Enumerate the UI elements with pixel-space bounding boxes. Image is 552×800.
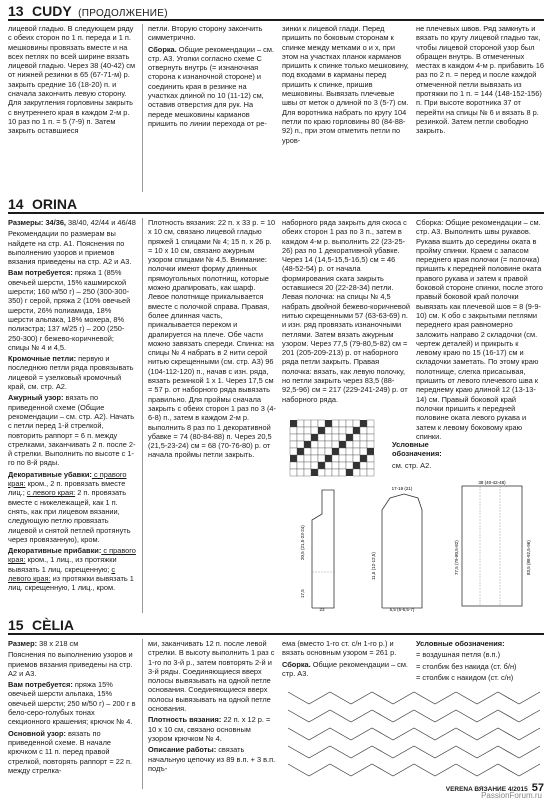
section-number: 14 [8, 196, 24, 212]
lace-chart-cell [339, 434, 346, 441]
s15-column-3 [282, 639, 410, 679]
sizes-label: Размеры: 34/36, [8, 218, 66, 227]
lace-chart-cell [353, 427, 360, 434]
assembly-label: Сборка. [282, 659, 311, 669]
lace-chart-cell [360, 420, 367, 427]
lace-chart-cell [325, 420, 332, 427]
lace-chart-cell [311, 427, 318, 434]
s15-column-1 [8, 639, 136, 789]
pattern-diagram [282, 480, 544, 612]
lace-chart-cell [360, 448, 367, 455]
lace-chart-cell [290, 448, 297, 455]
lace-chart-cell [311, 455, 318, 462]
lace-chart-cell [304, 441, 311, 448]
lace-chart-cell [353, 462, 360, 469]
column-divider [142, 639, 143, 789]
inc-left-text: из протяжки вывязать 1 лиц. скрещенную, 1 лиц., кром. [8, 573, 134, 593]
legend-title: Условные обозначения: [416, 639, 505, 648]
lace-chart-cell [332, 420, 339, 427]
lace-chart-cell [353, 441, 360, 448]
lace-chart-cell [339, 427, 346, 434]
lace-chart-cell [297, 434, 304, 441]
s13-column-2 [148, 24, 276, 192]
lace-chart-cell [353, 448, 360, 455]
section-15-header [8, 617, 544, 635]
lace-chart-cell [290, 462, 297, 469]
lace-chart-cell [290, 441, 297, 448]
materials-text: пряжа 1 (85% овечьей шерсти, 15% кашмирской шерсти; 160 м/50 г) – 250 (300-300-350) г серой, пряжа 2 (10% овечьей шерсти, 26% полиамида, 18% шерсти альпака, 18% мохера, 8% полиэстра; 137 м/25 г) – 200 (250-250-300) г бежево-коричневой; спицы № 4 и 4,5. [8, 268, 131, 352]
sleeve-outline [382, 494, 422, 608]
main-pattern-label: Основной узор: [8, 728, 66, 738]
lace-chart-cell [304, 420, 311, 427]
s13-assembly-label: Сборка. [148, 44, 177, 54]
lace-chart-cell [290, 455, 297, 462]
legend-item: = воздушная петля (в.п.) [416, 650, 501, 660]
s13-text-2b: Общие рекомендации – см. стр. A3. Уголки согласно схеме C отвернуть внутрь (= изнаночная сторона к изнаночной стороне) и соединить края в резинке на участках длиной по 10 (11-12) см, оставив отверстия для рук. На переде мешковины карманов пришить по линии перехода от ре- [148, 44, 274, 128]
lace-chart-cell [367, 441, 374, 448]
edge-label: Кромочные петли: [8, 354, 77, 364]
lace-chart-cell [318, 427, 325, 434]
section-title: CUDY [32, 3, 72, 19]
s15-text-3a: ема (вместо 1-го ст. с/н 1-го р.) и вязать основным узором = 261 р. [282, 639, 397, 658]
lace-chart-cell [325, 455, 332, 462]
s15-text-2a: ми, заканчивать 12 п. после левой стрелки. В высоту выполнить 1 раз с 1-го по 3-й р., затем повторять 2-й и 3-й ряды. Соединяющиеся вверх полосы вывязывать на одной петле основания. Соединяющиеся вверх полосы вывязывать на одной петле основания. [148, 639, 275, 714]
lace-chart-cell [318, 434, 325, 441]
dec-left-text: 2 п. провязать вместе с нижележащей, как 1 п. снять, как при лицевом вязании, следующую петлю провязать лицевой и снятой петлей протянуть через провязанную), кром. [8, 488, 131, 544]
section-14-header [8, 196, 544, 214]
density-text: 22 п. х 12 р. = 10 х 10 см, связано основным узором крючком № 4. [148, 715, 271, 743]
lace-chart-cell [325, 441, 332, 448]
lace-chart-cell [325, 469, 332, 476]
lace-chart-cell [297, 448, 304, 455]
s14-column-3 [282, 218, 410, 408]
materials-text: пряжа 15% овечьей шерсти альпака, 15% овечьей шерсти; 250 м/50 г) – 200 г в бело-серо-голубых тонах секционного крашения; крючок № 4. [8, 680, 136, 727]
s13-text-1: лицевой гладью. В следующем ряду с обеих сторон по 1 п. переда и 1 п. мешковины провязать вместе и на всех петлях по всей ширине вязать лицевой гладью. Через 38 (40-42) см от нижней резинки в 65 (67-71-м) р. закрыть средние 16 (18-20) п. и сначала закончить левую сторону. Для закругления горловины закрыть с внутреннего края в каждом 2-м р. 10 раз по 1 п. = 5 (7-9) п. Затем закрыть оставшиеся [8, 24, 136, 136]
lace-chart-cell [318, 420, 325, 427]
lace-chart-cell [311, 462, 318, 469]
intro-text: Пояснения по выполнению узоров и приемов вязания приведены на стр. A2 и A3. [8, 650, 133, 678]
lace-chart-cell [367, 469, 374, 476]
materials-label: Вам потребуется: [8, 268, 73, 278]
lace-chart-cell [297, 420, 304, 427]
legend-item: = столбик с накидом (ст. с/н) [416, 672, 514, 682]
lace-chart-cell [304, 434, 311, 441]
lace-chart-cell [346, 427, 353, 434]
legend-ref: см. стр. A2. [392, 460, 432, 470]
lace-chart-cell [332, 434, 339, 441]
main-pattern-text: вязать по приведенной схеме. В начале крючком с 11 п. перед правой стрелкой, повторять раппорт = 22 п. между стрелка- [8, 728, 133, 775]
inc-right-label: с правого края: [8, 546, 136, 565]
lace-chart-cell [332, 455, 339, 462]
size-label: Размер: [8, 639, 38, 648]
section-13-header [8, 3, 544, 21]
inc-right-text: кром., 1 лиц., из протяжки вывязать 1 лиц. скрещенную; [8, 555, 117, 574]
s14-column-4 [416, 218, 544, 441]
footer-brand: VERENA ВЯЗАНИЕ 4/2015 [445, 786, 528, 793]
lace-chart-cell [318, 462, 325, 469]
lace-chart-cell [353, 455, 360, 462]
s13-column-3 [282, 24, 410, 192]
lace-chart-cell [297, 455, 304, 462]
lace-chart-cell [325, 462, 332, 469]
sleeve-top-label: 17-19 (21) [391, 486, 413, 491]
back-height-label: 20,5 (21,5-23-24) [300, 525, 305, 560]
lace-chart-cell [339, 441, 346, 448]
lace-chart-cell [304, 427, 311, 434]
lace-chart-cell [353, 469, 360, 476]
lace-chart-cell [339, 462, 346, 469]
back-width-label: 23 [319, 607, 325, 612]
crochet-row-line [288, 710, 540, 722]
inc-left-label: с левого края: [8, 564, 116, 583]
lace-chart-cell [290, 434, 297, 441]
lace-chart-cell [367, 448, 374, 455]
lace-chart-cell [367, 434, 374, 441]
lace-chart-cell [304, 469, 311, 476]
lace-chart-cell [367, 455, 374, 462]
lace-chart-cell [318, 448, 325, 455]
sizes-text: 38/40, 42/44 и 46/48 [66, 218, 136, 227]
back-rib-label: 17,5 [300, 589, 305, 598]
lace-chart-cell [332, 469, 339, 476]
watermark: PassionForum.ru [481, 791, 542, 800]
s13-text-4: не плечевых швов. Ряд замкнуть и вязать по кругу лицевой гладью так, чтобы лицевой стороной узор был обращен внутрь. В отмеченных местах в каждом 4-м р. прибавить 16 раз по 2 п. = перед и после каждой отмеченной петли вывязать из протяжки по 1 п. = 144 (148-152-156) п. При высоте воротника 37 от перейти на спицы № 6 и вязать 8 р. резинкой. Затем петли свободно закрыть. [416, 24, 544, 136]
lace-chart-cell [311, 469, 318, 476]
lace-legend [392, 440, 454, 470]
crochet-row-line [288, 746, 540, 758]
lace-chart-cell [339, 455, 346, 462]
assembly-text: Общие рекомендации – см. стр. A3. [282, 659, 408, 678]
lace-chart-cell [360, 462, 367, 469]
crochet-row-line [288, 728, 540, 740]
lace-chart-cell [304, 462, 311, 469]
front-panel-outline [462, 486, 522, 606]
lace-chart [282, 418, 388, 480]
lace-chart-cell [332, 441, 339, 448]
crochet-row-line [288, 764, 540, 776]
edge-text: первую и последнюю петли ряда провязывать лицевой = узелковый кромочный край, см. стр. A2. [8, 354, 134, 392]
lace-label: Ажурный узор: [8, 393, 64, 403]
front-height-label: 83,5 (88-92,5-96) [526, 540, 531, 575]
lace-chart-cell [346, 455, 353, 462]
section-number: 15 [8, 617, 24, 633]
crochet-chart [282, 682, 544, 782]
inc-label: Декоративные прибавки: [8, 546, 102, 556]
lace-chart-cell [297, 469, 304, 476]
lace-chart-cell [311, 441, 318, 448]
dec-right-label: с правого края: [8, 469, 127, 489]
intro-text: Рекомендации по размерам вы найдете на стр. A1. Пояснения по выполнению узоров и приемов вязания приведены на стр. A2 и A3. [8, 229, 132, 267]
section-title: CÈLIA [32, 617, 75, 633]
materials-label: Вам потребуется: [8, 680, 73, 690]
lace-chart-cell [360, 434, 367, 441]
s15-column-2 [148, 639, 276, 789]
lace-chart-cell [297, 462, 304, 469]
lace-chart-cell [311, 434, 318, 441]
lace-chart-cell [353, 420, 360, 427]
lace-chart-cell [339, 448, 346, 455]
lace-chart-cell [318, 469, 325, 476]
section-title: ORINA [32, 196, 78, 212]
lace-chart-cell [290, 420, 297, 427]
s13-text-2a: петли. Вторую сторону закончить симметрично. [148, 24, 263, 43]
work-text: связать начальную цепочку из 89 в.п. + 3 в.п. подъ- [148, 745, 276, 773]
lace-chart-cell [360, 469, 367, 476]
lace-chart-cell [304, 448, 311, 455]
lace-chart-cell [311, 448, 318, 455]
front-width-label: 38 (40-42-48) [478, 480, 506, 485]
column-divider [142, 218, 143, 613]
lace-chart-cell [353, 434, 360, 441]
lace-chart-cell [346, 434, 353, 441]
lace-chart-cell [360, 455, 367, 462]
lace-chart-cell [325, 448, 332, 455]
lace-chart-cell [325, 427, 332, 434]
lace-chart-cell [367, 462, 374, 469]
lace-chart-cell [332, 427, 339, 434]
lace-chart-cell [311, 420, 318, 427]
density-label: Плотность вязания: [148, 715, 222, 725]
legend-item: = столбик без накида (ст. б/н) [416, 661, 517, 671]
lace-text: вязать по приведенной схеме (Общие рекомендации – см. стр. A2). Начать с петли перед 1-й стрелкой, повторить раппорт = 6 п. между стрелками, заканчивать 2 п. после 2-й стрелки. Выполнить по высоте с 1-го по 8-й ряды. [8, 393, 136, 468]
s14-text-4: Сборка: Общие рекомендации – см. стр. A3. Выполнить швы рукавов. Рукава вшить до середины оката в пройму спинки. Крaем с запасом переднего края полочки (= полочка) пришить к передней половине оката правого рукава и затем к правой боковой стороне спинки, после этого правый боковой край полочки вывязать как плечевой шов = 8 (9-9-10) см. К обо с закрытыми петлями переднего края равномерно заложить направо 2 складочки (см. чертеж деталей) и прикрыть к левому краю по 15 (16-17) см и складочки заметать. По этому краю полотнище, слегка присасывая, пришить от левого плечевого шва к переднему краю длиной 12 (13-13-14) см. Правый боковой край полочки пришить к передней половине оката левого рукава и затем к левому боковому краю спинки. [416, 218, 543, 441]
lace-chart-cell [367, 420, 374, 427]
lace-chart-cell [297, 441, 304, 448]
lace-chart-cell [346, 448, 353, 455]
column-divider [142, 24, 143, 192]
s14-text-2: Плотность вязания: 22 п. х 33 р. = 10 х 10 см, связано лицевой гладью пряжей 1 спицами № 4; 15 п. х 26 р. = 10 х 10 см, связано ажурным узором спицами № 4,5. Внимание: полочки имеют форму длинных прямоугольных полотнищ, которые можно драпировать, как шарф. Левое полотнище прикалывается вместе с полочкой справа. Правая, более длинная часть, прикалывается переком и драпируется на плече. Обе части можно завязать спереди. Спинка: на спицы № 4 набрать в 2 нити серой нитью скрещенными (см. стр. A3) 96 (104-112-120) п., начав с изн. ряда, вязать резинкой 1 х 1. Через 17,5 см = 57 р. от наборного ряда вывязать правильно. Для проймы сначала закрыть с обеих сторон 1 раз по 3 (4-6-8) п., затем в каждом 2-м р. выполнить 8 раз по 1 декоративной убавке = 74 (80-84-88) п. Через 20,5 (21,5-23-24) см = 68 (70-76-80) р. от начала проймы петли закрыть. [148, 218, 277, 460]
lace-chart-cell [332, 448, 339, 455]
lace-chart-cell [318, 441, 325, 448]
sleeve-length-label: 11,5 (12-12,5) [371, 552, 376, 580]
lace-chart-cell [346, 420, 353, 427]
lace-chart-cell [297, 427, 304, 434]
lace-chart-cell [346, 462, 353, 469]
lace-chart-cell [339, 469, 346, 476]
dec-left-label: с левого края: [26, 488, 76, 498]
lace-chart-cell [360, 441, 367, 448]
work-label: Описание работы: [148, 745, 217, 755]
sleeve-bottom-label: 5,5 (6-6,5-7) [389, 607, 415, 612]
crochet-row-line [288, 692, 540, 704]
s13-column-1 [8, 24, 136, 192]
lace-chart-cell [290, 427, 297, 434]
s14-text-3: наборного ряда закрыть для скоса с обеих сторон 1 раз по 3 п., затем в каждом 4-м р. выполнить 22 (23-25-26) раз по 1 декоративной убавке. Через 14 (14,5-15,5-16,5) см = 46 (48-52-54) р. от начала формирования ската закрыть оставшиеся 20 (22-28-34) петли. Левая полочка: на спицы № 4,5 набрать двойной бежево-коричневой нитью скрещенными 57 (63-63-69) п. и изн. ряд провязать изнаночными петлями. Затем вязать ажурным узором. Через 77,5 (79-80,5-82) см = 201 (205-209-213) р. от наборного ряда петли закрыть. Правая полочка: вязать, как левую полочку, но петли закрыть через 83,5 (88-92,5-96) см = 217 (229-241-249) р. от наборного ряда. [282, 218, 410, 404]
s15-legend [416, 639, 544, 682]
lace-chart-cell [346, 441, 353, 448]
lace-chart-cell [325, 434, 332, 441]
page-number: 57 [531, 782, 544, 794]
s13-column-4 [416, 24, 544, 192]
lace-chart-cell [304, 455, 311, 462]
back-piece-outline [312, 490, 334, 608]
legend-title: Условные обозначения: [392, 440, 442, 459]
lace-chart-cell [290, 469, 297, 476]
lace-chart-cell [360, 427, 367, 434]
section-number: 13 [8, 3, 24, 19]
s14-column-1 [8, 218, 136, 613]
s14-column-2 [148, 218, 276, 608]
s13-text-3: зинки к лицевой глади. Перед пришить по боковым сторонам к спинке между метками о и х, при этом на участках планок карманов пришить к спинке только мешковину, под входами в карманы перед пришить к спинке, пришив мешковины. Вывязать плечевые швы от меток о длиной по 3 (5-7) см. Для воротника набрать по кругу 104 петли по краю горловины 80 (84-88-92) п., при этом отметить петли по уров- [282, 24, 409, 145]
lace-chart-cell [318, 455, 325, 462]
dec-right-text: кром., 2 п. провязать вместе лиц.; [8, 479, 126, 498]
front-left-height-label: 77,5 (79-80,5-82) [454, 540, 459, 575]
size-text: 38 х 218 см [37, 639, 79, 648]
lace-chart-cell [367, 427, 374, 434]
lace-chart-cell [339, 420, 346, 427]
dec-label: Декоративные убавки: [8, 469, 92, 479]
section-subtitle: (ПРОДОЛЖЕНИЕ) [78, 8, 168, 19]
lace-chart-cell [332, 462, 339, 469]
lace-chart-cell [346, 469, 353, 476]
